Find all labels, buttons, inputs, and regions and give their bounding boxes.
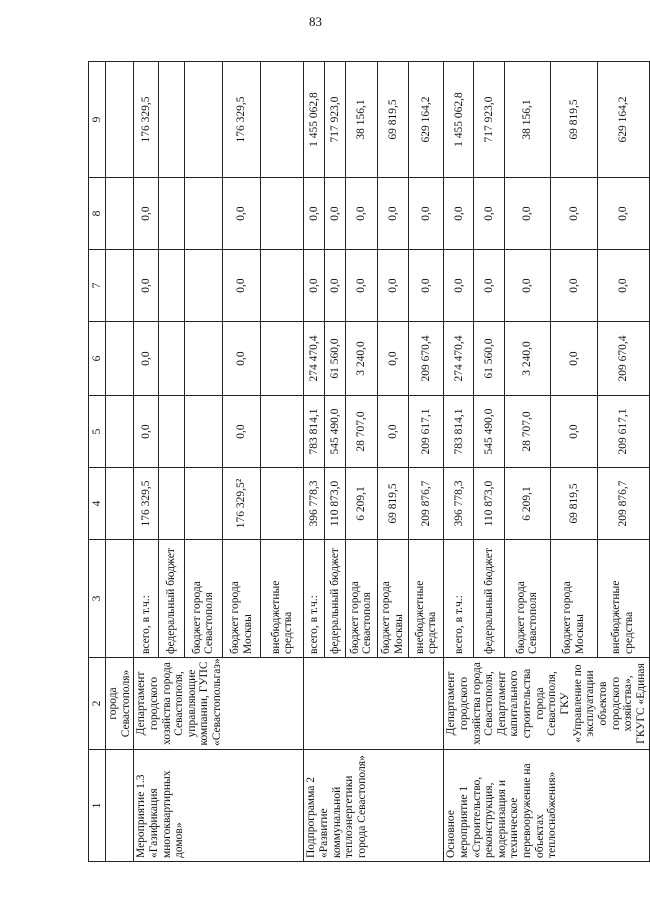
- amount-value: 1 455 062,8: [304, 62, 325, 177]
- cell-stack: [444, 322, 648, 395]
- amount-value: 0,0: [346, 178, 378, 249]
- amount-value: 176 329,5: [134, 468, 159, 539]
- amount-cell: [444, 322, 649, 396]
- table-wrapper: [88, 62, 647, 862]
- amount-cell: [444, 396, 649, 468]
- header-cell: 6: [89, 322, 106, 396]
- amount-value: 0,0: [223, 322, 261, 395]
- amount-value: 6 209,1: [505, 468, 551, 539]
- amount-value: [185, 178, 223, 249]
- funding-source: всего, в т.ч.:: [304, 540, 325, 657]
- amount-cell: [134, 468, 304, 540]
- funding-source: федеральный бюджет: [159, 540, 184, 657]
- amount-value: 0,0: [134, 178, 159, 249]
- amount-value: 274 470,4: [444, 322, 474, 395]
- cell-stack: [134, 396, 303, 467]
- cell-stack: [304, 250, 443, 321]
- amount-value: 0,0: [474, 250, 504, 321]
- amount-value: 0,0: [134, 396, 159, 467]
- cell-stack: [134, 62, 303, 177]
- cell-stack: [444, 540, 648, 657]
- funding-source: бюджет города Севастополя: [346, 540, 378, 657]
- cell-stack: [444, 250, 648, 321]
- amount-cell: [134, 178, 304, 250]
- table-cell: [106, 468, 134, 540]
- amount-value: 545 490,0: [474, 396, 504, 467]
- amount-value: 0,0: [378, 178, 410, 249]
- amount-value: 110 873,0: [325, 468, 346, 539]
- table-cell: [106, 540, 134, 658]
- amount-value: 0,0: [325, 250, 346, 321]
- amount-value: 28 707,0: [346, 396, 378, 467]
- amount-value: 0,0: [474, 178, 504, 249]
- amount-value: 545 490,0: [325, 396, 346, 467]
- amount-value: [261, 322, 303, 395]
- table-cell: [106, 396, 134, 468]
- continuation-row: [106, 62, 134, 862]
- activity-name-cell: Мероприятие 1.3 «Газификация многоквартирных домов»: [134, 750, 304, 862]
- amount-value: 0,0: [444, 250, 474, 321]
- amount-value: 0,0: [378, 322, 410, 395]
- cell-stack: [304, 62, 443, 177]
- amount-value: 0,0: [346, 250, 378, 321]
- table-cell: [106, 750, 134, 862]
- amount-value: [185, 396, 223, 467]
- amount-value: 0,0: [419, 206, 432, 221]
- amount-value: 0,0: [444, 178, 474, 249]
- table-row: [444, 62, 649, 862]
- amount-cell: [134, 396, 304, 468]
- funding-source: бюджет города Москвы: [223, 540, 261, 657]
- funding-source: бюджет города Москвы: [378, 540, 410, 657]
- cell-stack: [304, 322, 443, 395]
- amount-value: [159, 178, 184, 249]
- funding-source: бюджет города Москвы: [551, 540, 597, 657]
- cell-stack: [134, 322, 303, 395]
- executor-cell: Департамент городского хозяйства города Севастополя, управляющие компании, ГУПС «Севастопольгаз»: [134, 658, 304, 750]
- table-row: [134, 62, 304, 862]
- amount-value: [185, 322, 223, 395]
- header-cell: 4: [89, 468, 106, 540]
- header-cell: 5: [89, 396, 106, 468]
- funding-source-cell: [304, 540, 444, 658]
- amount-value: 209 876,7: [616, 480, 629, 527]
- amount-cell: [304, 250, 444, 322]
- header-cell: 3: [89, 540, 106, 658]
- amount-value: 209 876,7: [419, 480, 432, 527]
- amount-cell: [304, 396, 444, 468]
- header-cell: 2: [89, 658, 106, 750]
- table-cell: [106, 178, 134, 250]
- amount-value: 629 164,2: [616, 96, 629, 143]
- cell-stack: [304, 396, 443, 467]
- amount-cell: [444, 250, 649, 322]
- amount-value: [261, 250, 303, 321]
- amount-value: 28 707,0: [505, 396, 551, 467]
- amount-value: 0,0: [304, 250, 325, 321]
- amount-value: 176 329,5: [223, 62, 261, 177]
- amount-value: 61 560,0: [474, 322, 504, 395]
- amount-value: [261, 178, 303, 249]
- header-cell: 7: [89, 250, 106, 322]
- funding-source: бюджет города Севастополя: [505, 540, 551, 657]
- amount-value: 717 923,0: [325, 62, 346, 177]
- cell-stack: [134, 468, 303, 539]
- amount-value: 0,0: [551, 322, 597, 395]
- cell-stack: [304, 468, 443, 539]
- page-number: 83: [309, 14, 322, 29]
- amount-value: [159, 468, 184, 539]
- funding-source: всего, в т.ч.:: [444, 540, 474, 657]
- amount-cell: [304, 468, 444, 540]
- amount-value: 0,0: [134, 322, 159, 395]
- funding-source: всего, в т.ч.:: [134, 540, 159, 657]
- amount-value: 3 240,0: [505, 322, 551, 395]
- amount-value: 1 455 062,8: [444, 62, 474, 177]
- amount-value: [159, 322, 184, 395]
- amount-value: 110 873,0: [474, 468, 504, 539]
- amount-value: 0,0: [551, 178, 597, 249]
- cell-stack: [444, 62, 648, 177]
- amount-value: 69 819,5: [378, 62, 410, 177]
- amount-value: 783 814,1: [304, 396, 325, 467]
- funding-source: внебюджетные средства: [269, 580, 295, 654]
- executor-cell: [304, 658, 444, 750]
- amount-value: 38 156,1: [505, 62, 551, 177]
- amount-value: [185, 250, 223, 321]
- amount-value: 274 470,4: [304, 322, 325, 395]
- amount-value: [159, 396, 184, 467]
- amount-cell: [304, 62, 444, 178]
- cell-stack: [444, 396, 648, 467]
- table-row: [304, 62, 444, 862]
- amount-value: 0,0: [551, 250, 597, 321]
- amount-value: [159, 250, 184, 321]
- amount-value: 69 819,5: [551, 468, 597, 539]
- funding-source: федеральный бюджет: [474, 540, 504, 657]
- amount-value: [185, 62, 223, 177]
- amount-value: 629 164,2: [419, 96, 432, 143]
- cell-stack: [134, 540, 303, 657]
- cell-stack: [134, 178, 303, 249]
- header-row: [89, 62, 106, 862]
- amount-value: 176 329,5: [134, 62, 159, 177]
- cell-stack: [444, 178, 648, 249]
- cell-stack: [134, 250, 303, 321]
- executor-cell: Департамент городского хозяйства города Севастополя, Департамент капитального строительства города Севастополя, ГКУ «Управление по эксплуатации объектов городского хозяйства», ГКУГС «Единая: [444, 658, 649, 750]
- cell-stack: [304, 540, 443, 657]
- amount-value: 0,0: [551, 396, 597, 467]
- funding-source-cell: [134, 540, 304, 658]
- amount-value: 69 819,5: [378, 468, 410, 539]
- amount-value: 209 670,4: [419, 335, 432, 382]
- amount-value: 0,0: [616, 206, 629, 221]
- amount-value: 717 923,0: [474, 62, 504, 177]
- amount-value: 0,0: [419, 278, 432, 293]
- program-funding-table: [88, 61, 650, 862]
- amount-value: 0,0: [378, 250, 410, 321]
- table-cell: [106, 250, 134, 322]
- amount-cell: [304, 322, 444, 396]
- amount-value: 0,0: [304, 178, 325, 249]
- funding-source: внебюджетные средства: [610, 580, 636, 654]
- amount-value: 0,0: [325, 178, 346, 249]
- funding-source: федеральный бюджет: [325, 540, 346, 657]
- amount-value: 209 617,1: [419, 408, 432, 455]
- header-cell: 1: [89, 750, 106, 862]
- amount-value: 3 240,0: [346, 322, 378, 395]
- amount-value: [261, 62, 303, 177]
- amount-cell: [444, 468, 649, 540]
- amount-value: [159, 62, 184, 177]
- activity-name-cell: Основное мероприятие 1 «Строительство, реконструкция, модернизация и техническое перевооружение на объектах теплоснабжения»: [444, 750, 649, 862]
- amount-value: [261, 396, 303, 467]
- funding-source: внебюджетные средства: [413, 580, 439, 654]
- amount-value: [185, 468, 223, 539]
- amount-value: 0,0: [378, 396, 410, 467]
- amount-value: 0,0: [223, 178, 261, 249]
- amount-value: 6 209,1: [346, 468, 378, 539]
- amount-value: 209 617,1: [616, 408, 629, 455]
- header-cell: 9: [89, 62, 106, 178]
- cell-stack: [444, 468, 648, 539]
- amount-cell: [134, 62, 304, 178]
- amount-value: 38 156,1: [346, 62, 378, 177]
- table-cell: [106, 62, 134, 178]
- amount-value: 0,0: [223, 396, 261, 467]
- amount-value: [261, 468, 303, 539]
- table-cell: города Севастополя»: [106, 658, 134, 750]
- table-cell: [106, 322, 134, 396]
- activity-name-cell: Подпрограмма 2 «Развитие коммунальной теплоэнергетики города Севастополя»: [304, 750, 444, 862]
- amount-value: 0,0: [616, 278, 629, 293]
- funding-source: бюджет города Севастополя: [185, 540, 223, 657]
- funding-source-cell: [444, 540, 649, 658]
- amount-value: 209 670,4: [616, 335, 629, 382]
- amount-value: 396 778,3: [304, 468, 325, 539]
- amount-cell: [134, 322, 304, 396]
- amount-value: 783 814,1: [444, 396, 474, 467]
- amount-value: 0,0: [505, 178, 551, 249]
- amount-value: 0,0: [223, 250, 261, 321]
- amount-value: 69 819,5: [551, 62, 597, 177]
- amount-value: 0,0: [505, 250, 551, 321]
- header-cell: 8: [89, 178, 106, 250]
- amount-value: 0,0: [134, 250, 159, 321]
- rotated-table-container: [88, 62, 647, 862]
- amount-value: 396 778,3: [444, 468, 474, 539]
- amount-cell: [134, 250, 304, 322]
- amount-value: 61 560,0: [325, 322, 346, 395]
- cell-stack: [304, 178, 443, 249]
- amount-cell: [304, 178, 444, 250]
- amount-cell: [444, 178, 649, 250]
- amount-cell: [444, 62, 649, 178]
- amount-value: 176 329,5²: [223, 468, 261, 539]
